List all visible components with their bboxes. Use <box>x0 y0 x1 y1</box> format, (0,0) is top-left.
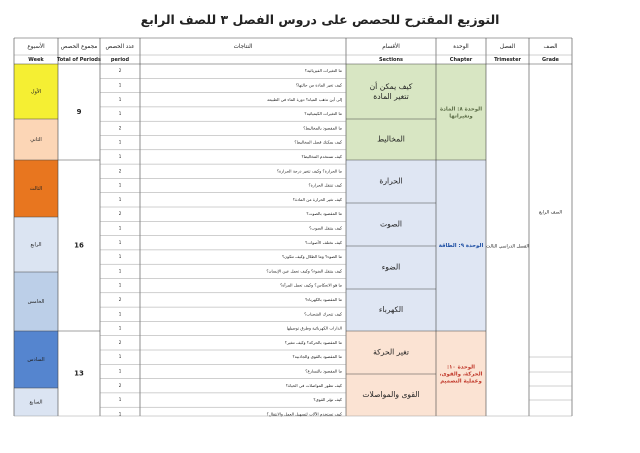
lesson-outcome: ما المقصود بالكهرباء؟ <box>305 296 342 302</box>
lesson-outcome: كيف ينتقل الضوء؟ وكيف تعمل عين الإنسان؟ <box>266 268 342 274</box>
lesson-outcome: ما المقصود بالقوى والجاذبية؟ <box>292 354 342 360</box>
lesson-periods: 2 <box>118 168 122 174</box>
lesson-periods: 1 <box>118 153 122 159</box>
week-total: 16 <box>74 241 84 250</box>
lesson-outcome: كيف تغير المادة من حالتها؟ <box>295 82 342 88</box>
lesson-outcome: كيف تنتقل الحرارة؟ <box>308 182 342 188</box>
lesson-outcome: الدارات الكهربائية وطرق توصيلها <box>286 325 342 331</box>
lesson-outcome: إلى أين تذهب المياه؟ دورة الماء في الطبيعة <box>267 96 342 102</box>
header-unit: الوحدة <box>453 44 469 50</box>
week-label: السابع <box>29 399 43 406</box>
lesson-periods: 2 <box>118 125 122 131</box>
lesson-outcome: كيف تستخدم المخاليط؟ <box>301 153 342 159</box>
week-label: السادس <box>27 357 45 363</box>
section-name: الحرارة <box>379 176 403 186</box>
lesson-periods: 2 <box>118 339 122 345</box>
lesson-periods: 1 <box>118 182 122 188</box>
lesson-outcome: ما التغيرات الكيميائية؟ <box>304 111 342 117</box>
lesson-periods: 1 <box>118 239 122 245</box>
header-total-en: Total of Periods <box>57 57 101 63</box>
lesson-periods: 1 <box>118 111 122 117</box>
lesson-outcome: ما المقصود بالمخاليط؟ <box>303 125 342 131</box>
lesson-outcome: كيف يمكنك فصل المخاليط؟ <box>294 139 342 145</box>
lesson-outcome: ما التغيرات الفيزيائية؟ <box>304 68 342 74</box>
lesson-periods: 1 <box>118 411 122 417</box>
lesson-outcome: كيف نختلف الأصوات؟ <box>305 239 342 245</box>
section-name: القوى والمواصلات <box>362 390 420 399</box>
lesson-periods: 1 <box>118 225 122 231</box>
week-total: 9 <box>76 108 82 116</box>
lesson-outcome: كيف تتحرك الشحنات؟ <box>304 311 342 317</box>
lesson-periods: 1 <box>118 254 122 260</box>
lesson-outcome: كيف تطور المواصلات في الحياة؟ <box>285 382 342 388</box>
lesson-periods: 1 <box>118 96 122 102</box>
header-grade-en: Grade <box>542 57 559 63</box>
header-outcomes: النتاجات <box>233 44 253 50</box>
lesson-periods: 1 <box>118 196 122 202</box>
header-sections-en: Sections <box>378 57 404 63</box>
lesson-periods: 2 <box>118 211 122 217</box>
lesson-outcome: ما الضوء؟ وما الظلال وكيف تتكون؟ <box>282 254 342 260</box>
lesson-outcome: كيف تستخدم الآلات لتسهيل العمل والانتقال؟ <box>266 411 342 417</box>
header-total: مجموع الحصص <box>60 44 98 50</box>
lesson-periods: 1 <box>118 354 122 360</box>
header-trimester-en: Trimester <box>494 57 521 63</box>
week-label: الأول <box>30 89 42 95</box>
section-name: المخاليط <box>377 134 405 144</box>
page-title: التوزيع المقترح للحصص على دروس الفصل ٣ للصف الرابع <box>140 12 500 27</box>
header-trimester: الفصل <box>499 44 516 50</box>
grade-value: الصف الرابع <box>538 210 563 216</box>
header-unit-en: Chapter <box>449 57 473 63</box>
lesson-periods: 1 <box>118 368 122 374</box>
trimester-value: الفصل الدراسي الثالث <box>485 244 530 250</box>
header-grade: الصف <box>543 44 558 50</box>
section-name: الضوء <box>381 262 401 272</box>
header-week: الأسبوع <box>27 44 45 50</box>
lesson-outcome: ما المقصود بالتسارع؟ <box>305 368 342 374</box>
lesson-periods: 1 <box>118 311 122 317</box>
lesson-periods: 1 <box>118 282 122 288</box>
header-sections: الأقسام <box>382 44 400 50</box>
section-name: الكهرباء <box>378 305 404 314</box>
lesson-outcome: ما هو الانعكاس؟ وكيف تعمل المرآة؟ <box>280 282 342 288</box>
lesson-outcome: كيف تغير الحرارة من المادة؟ <box>292 196 342 202</box>
lesson-periods: 2 <box>118 68 122 74</box>
lesson-periods: 1 <box>118 397 122 403</box>
unit-name: الوحدة ١٠: الحركة، والقوى، وعملية التصميم <box>439 364 483 385</box>
section-name: كيف يمكن أن تتغير المادة <box>369 82 413 102</box>
section-name: تغير الحركة <box>373 347 409 357</box>
unit-name: الوحدة ٨: المادة وتغيراتها <box>439 106 483 120</box>
section-name: الصوت <box>379 219 403 229</box>
lesson-periods: 1 <box>118 139 122 145</box>
week-label: الثالث <box>29 186 43 192</box>
lesson-periods: 1 <box>118 325 122 331</box>
header-periods-en: period <box>110 57 130 63</box>
lesson-periods: 1 <box>118 268 122 274</box>
week-label: الرابع <box>30 242 42 248</box>
lesson-outcome: ما المقصود بالحركة؟ وكيف تتغير؟ <box>284 339 342 345</box>
header-week-en: Week <box>28 57 44 63</box>
header-periods: عدد الحصص <box>105 44 135 50</box>
lesson-outcome: كيف ينتقل الصوت؟ <box>309 225 342 231</box>
lesson-outcome: ما المقصود بالصوت؟ <box>306 211 342 217</box>
lesson-periods: 2 <box>118 296 122 302</box>
lesson-periods: 2 <box>118 382 122 388</box>
lesson-outcome: كيف تؤثر القوى؟ <box>313 397 342 403</box>
week-label: الثاني <box>30 137 42 143</box>
week-label: الخامس <box>27 299 45 305</box>
lesson-periods: 1 <box>118 82 122 88</box>
unit-name: الوحدة ٩: الطاقة <box>438 243 484 249</box>
lesson-outcome: ما الحرارة؟ وكيف تتغير درجة الحرارة؟ <box>276 168 342 174</box>
week-total: 13 <box>74 369 84 378</box>
